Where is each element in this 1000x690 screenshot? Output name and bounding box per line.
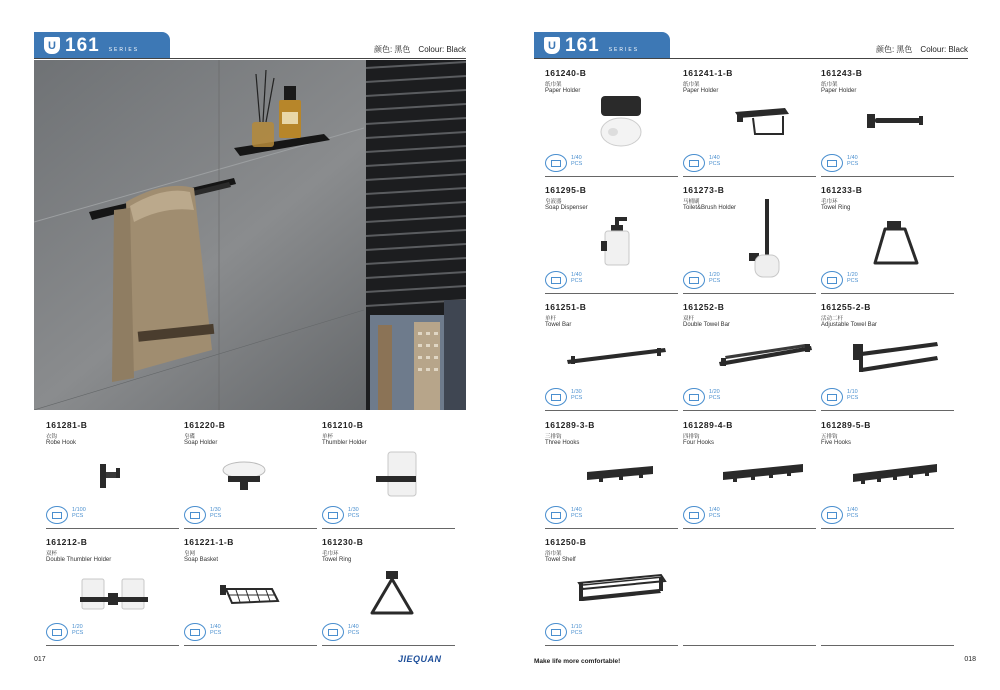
pack-unit: PCS <box>72 630 84 636</box>
product-code: 161250-B <box>545 537 587 547</box>
product-name-cn: 纸巾架 <box>821 82 838 88</box>
header-rule <box>534 58 968 59</box>
product-name-cn: 四排钩 <box>683 434 700 440</box>
package-icon <box>683 154 705 172</box>
cell-divider <box>184 645 317 646</box>
product-name-en: Towel Ring <box>322 557 352 563</box>
five-hooks-icon <box>851 460 941 488</box>
product-name-cn: 毛巾环 <box>322 551 339 557</box>
paper-holder-shelf-icon <box>733 106 793 140</box>
product-name-en: Towel Ring <box>821 205 851 211</box>
cell-divider <box>821 410 954 411</box>
product-code: 161243-B <box>821 68 863 78</box>
package-icon <box>545 271 567 289</box>
product-cell[interactable] <box>322 420 455 526</box>
cell-divider <box>683 176 816 177</box>
page-number: 018 <box>964 656 976 663</box>
soap-holder-icon <box>220 458 270 498</box>
cell-divider <box>46 645 179 646</box>
package-icon <box>545 388 567 406</box>
right-page <box>510 0 1000 690</box>
product-name-cn: 皂液器 <box>545 199 562 205</box>
product-name-cn: 皂网 <box>184 551 196 557</box>
product-code: 161220-B <box>184 420 226 430</box>
pack-quantity: 1/40 <box>210 624 221 630</box>
product-name-en: Thumbler Holder <box>322 440 367 446</box>
header-rule <box>34 58 466 59</box>
towel-ring-icon <box>368 569 418 619</box>
product-code: 161241-1-B <box>683 68 733 78</box>
page-number: 017 <box>34 656 46 663</box>
package-icon <box>184 506 206 524</box>
pack-quantity: 1/100 <box>72 507 86 513</box>
package-icon <box>184 623 206 641</box>
package-icon <box>545 154 567 172</box>
product-code: 161255-2-B <box>821 302 871 312</box>
product-cell[interactable] <box>545 420 678 526</box>
towel-ring-square-icon <box>871 219 921 269</box>
product-code: 161289-5-B <box>821 420 871 430</box>
pack-quantity: 1/40 <box>847 507 858 513</box>
product-name-en: Soap Basket <box>184 557 219 563</box>
product-cell[interactable] <box>46 420 179 526</box>
product-name-cn: 浴巾架 <box>545 551 562 557</box>
product-name-en: Toilet&Brush Holder <box>683 205 737 211</box>
product-cell[interactable] <box>821 420 954 526</box>
product-name-en: Robe Hook <box>46 440 77 446</box>
product-name-cn: 双杯 <box>46 551 58 557</box>
four-hooks-icon <box>721 460 807 488</box>
product-name-en: Three Hooks <box>545 440 580 446</box>
product-name-cn: 皂碟 <box>184 434 196 440</box>
colour-en: Colour: Black <box>418 45 466 54</box>
towel-shelf-icon <box>575 573 667 613</box>
tumbler-holder-icon <box>374 450 424 500</box>
package-icon <box>821 154 843 172</box>
product-name-en: Five Hooks <box>821 440 852 446</box>
double-towel-bar-icon <box>717 342 813 368</box>
colour-label <box>876 44 968 55</box>
pack-unit: PCS <box>571 161 583 167</box>
cell-divider <box>821 293 954 294</box>
cell-divider <box>683 645 816 646</box>
colour-cn: 颜色: 黑色 <box>373 45 411 54</box>
product-code: 161251-B <box>545 302 587 312</box>
three-hooks-icon <box>585 462 657 488</box>
product-name-en: Paper Holder <box>821 88 857 94</box>
pack-unit: PCS <box>847 395 859 401</box>
product-name-en: Paper Holder <box>545 88 581 94</box>
soap-basket-icon <box>220 583 280 609</box>
pack-quantity: 1/40 <box>847 155 858 161</box>
cell-divider <box>821 528 954 529</box>
double-tumbler-icon <box>80 573 150 613</box>
cell-divider <box>46 528 179 529</box>
product-name-en: Paper Holder <box>683 88 719 94</box>
product-cell[interactable] <box>683 420 816 526</box>
package-icon <box>821 388 843 406</box>
package-icon <box>545 506 567 524</box>
colour-label <box>374 44 466 55</box>
adjustable-towel-bar-icon <box>851 338 941 378</box>
pack-unit: PCS <box>571 630 583 636</box>
series-tab <box>534 32 670 59</box>
cell-divider <box>821 645 954 646</box>
pack-quantity: 1/20 <box>72 624 83 630</box>
cell-divider <box>683 293 816 294</box>
pack-unit: PCS <box>571 395 583 401</box>
product-code: 161210-B <box>322 420 364 430</box>
product-cell[interactable] <box>46 537 179 643</box>
pack-quantity: 1/40 <box>709 507 720 513</box>
product-name-en: Soap Holder <box>184 440 218 446</box>
pack-unit: PCS <box>709 161 721 167</box>
cell-divider <box>545 176 678 177</box>
pack-unit: PCS <box>348 630 360 636</box>
pack-quantity: 1/40 <box>571 155 582 161</box>
package-icon <box>683 506 705 524</box>
series-number: 161 <box>65 34 100 56</box>
product-code: 161281-B <box>46 420 88 430</box>
brand-logo: JIEQUAN <box>398 654 442 664</box>
package-icon <box>683 388 705 406</box>
product-cell[interactable] <box>821 185 954 291</box>
cell-divider <box>821 176 954 177</box>
series-label: SERIES <box>108 46 140 53</box>
product-name-cn: 双杆 <box>683 316 695 322</box>
product-name-en: Towel Shelf <box>545 557 576 563</box>
pack-quantity: 1/10 <box>571 624 582 630</box>
pack-unit: PCS <box>709 278 721 284</box>
series-tab <box>34 32 170 59</box>
soap-dispenser-icon <box>601 215 641 273</box>
product-code: 161221-1-B <box>184 537 234 547</box>
product-cell[interactable] <box>821 302 954 408</box>
product-name-en: Double Thumbler Holder <box>46 557 112 563</box>
pack-unit: PCS <box>847 161 859 167</box>
cell-divider <box>683 410 816 411</box>
product-cell[interactable] <box>322 537 455 643</box>
cell-divider <box>545 528 678 529</box>
product-name-cn: 单杯 <box>322 434 334 440</box>
series-label: SERIES <box>608 46 640 53</box>
pack-unit: PCS <box>847 278 859 284</box>
product-code: 161289-4-B <box>683 420 733 430</box>
paper-holder-open-icon <box>865 110 929 134</box>
pack-quantity: 1/40 <box>709 155 720 161</box>
pack-unit: PCS <box>571 278 583 284</box>
product-name-en: Double Towel Bar <box>683 322 730 328</box>
product-cell[interactable] <box>683 302 816 408</box>
product-code: 161273-B <box>683 185 725 195</box>
pack-quantity: 1/30 <box>210 507 221 513</box>
pack-quantity: 1/20 <box>709 389 720 395</box>
product-name-en: Towel Bar <box>545 322 572 328</box>
cell-divider <box>683 528 816 529</box>
product-name-cn: 纸巾架 <box>683 82 700 88</box>
product-name-cn: 衣钩 <box>46 434 58 440</box>
product-name-cn: 马桶刷 <box>683 199 700 205</box>
package-icon <box>545 623 567 641</box>
product-name-cn: 五排钩 <box>821 434 838 440</box>
package-icon <box>683 271 705 289</box>
product-code: 161212-B <box>46 537 88 547</box>
pack-quantity: 1/30 <box>571 389 582 395</box>
pack-unit: PCS <box>709 513 721 519</box>
pack-unit: PCS <box>210 630 222 636</box>
product-name-en: Soap Dispenser <box>545 205 588 211</box>
product-code: 161289-3-B <box>545 420 595 430</box>
product-code: 161252-B <box>683 302 725 312</box>
package-icon <box>46 623 68 641</box>
product-cell[interactable] <box>683 185 816 291</box>
product-code: 161240-B <box>545 68 587 78</box>
package-icon <box>46 506 68 524</box>
product-cell[interactable] <box>184 420 317 526</box>
pack-quantity: 1/40 <box>348 624 359 630</box>
product-name-cn: 单杆 <box>545 316 557 322</box>
pack-quantity: 1/40 <box>571 507 582 513</box>
pack-unit: PCS <box>847 513 859 519</box>
pack-unit: PCS <box>210 513 222 519</box>
pack-quantity: 1/20 <box>709 272 720 278</box>
product-name-cn: 活动二杆 <box>821 316 844 322</box>
cell-divider <box>322 528 455 529</box>
pack-quantity: 1/30 <box>348 507 359 513</box>
product-name-cn: 毛巾环 <box>821 199 838 205</box>
package-icon <box>821 506 843 524</box>
package-icon <box>322 623 344 641</box>
package-icon <box>821 271 843 289</box>
product-name-cn: 纸巾架 <box>545 82 562 88</box>
product-code: 161230-B <box>322 537 364 547</box>
pack-unit: PCS <box>72 513 84 519</box>
product-code: 161295-B <box>545 185 587 195</box>
pack-quantity: 1/10 <box>847 389 858 395</box>
product-cell[interactable] <box>184 537 317 643</box>
cell-divider <box>545 293 678 294</box>
product-cell[interactable] <box>545 68 678 174</box>
product-code: 161233-B <box>821 185 863 195</box>
colour-en: Colour: Black <box>920 45 968 54</box>
cell-divider <box>545 645 678 646</box>
pack-quantity: 1/20 <box>847 272 858 278</box>
towel-bar-icon <box>565 346 669 366</box>
product-name-en: Adjustable Towel Bar <box>821 322 877 328</box>
product-cell[interactable] <box>545 537 678 643</box>
brand-logo-icon: U <box>44 37 60 54</box>
colour-cn: 颜色: 黑色 <box>875 45 913 54</box>
product-cell[interactable] <box>821 68 954 174</box>
pack-unit: PCS <box>709 395 721 401</box>
slogan: Make life more comfortable! <box>534 658 621 665</box>
product-cell[interactable] <box>545 302 678 408</box>
robe-hook-icon <box>94 458 124 498</box>
cell-divider <box>545 410 678 411</box>
series-number: 161 <box>565 34 600 56</box>
product-cell[interactable] <box>545 185 678 291</box>
pack-unit: PCS <box>571 513 583 519</box>
toilet-brush-icon <box>747 197 787 283</box>
paper-holder-icon <box>597 94 647 150</box>
product-name-en: Four Hooks <box>683 440 715 446</box>
product-name-cn: 三排钩 <box>545 434 562 440</box>
cell-divider <box>184 528 317 529</box>
cell-divider <box>322 645 455 646</box>
pack-unit: PCS <box>348 513 360 519</box>
left-page <box>0 0 490 690</box>
pack-quantity: 1/40 <box>571 272 582 278</box>
brand-logo-icon: U <box>544 37 560 54</box>
product-cell[interactable] <box>683 68 816 174</box>
bathroom-photo <box>34 60 466 410</box>
package-icon <box>322 506 344 524</box>
